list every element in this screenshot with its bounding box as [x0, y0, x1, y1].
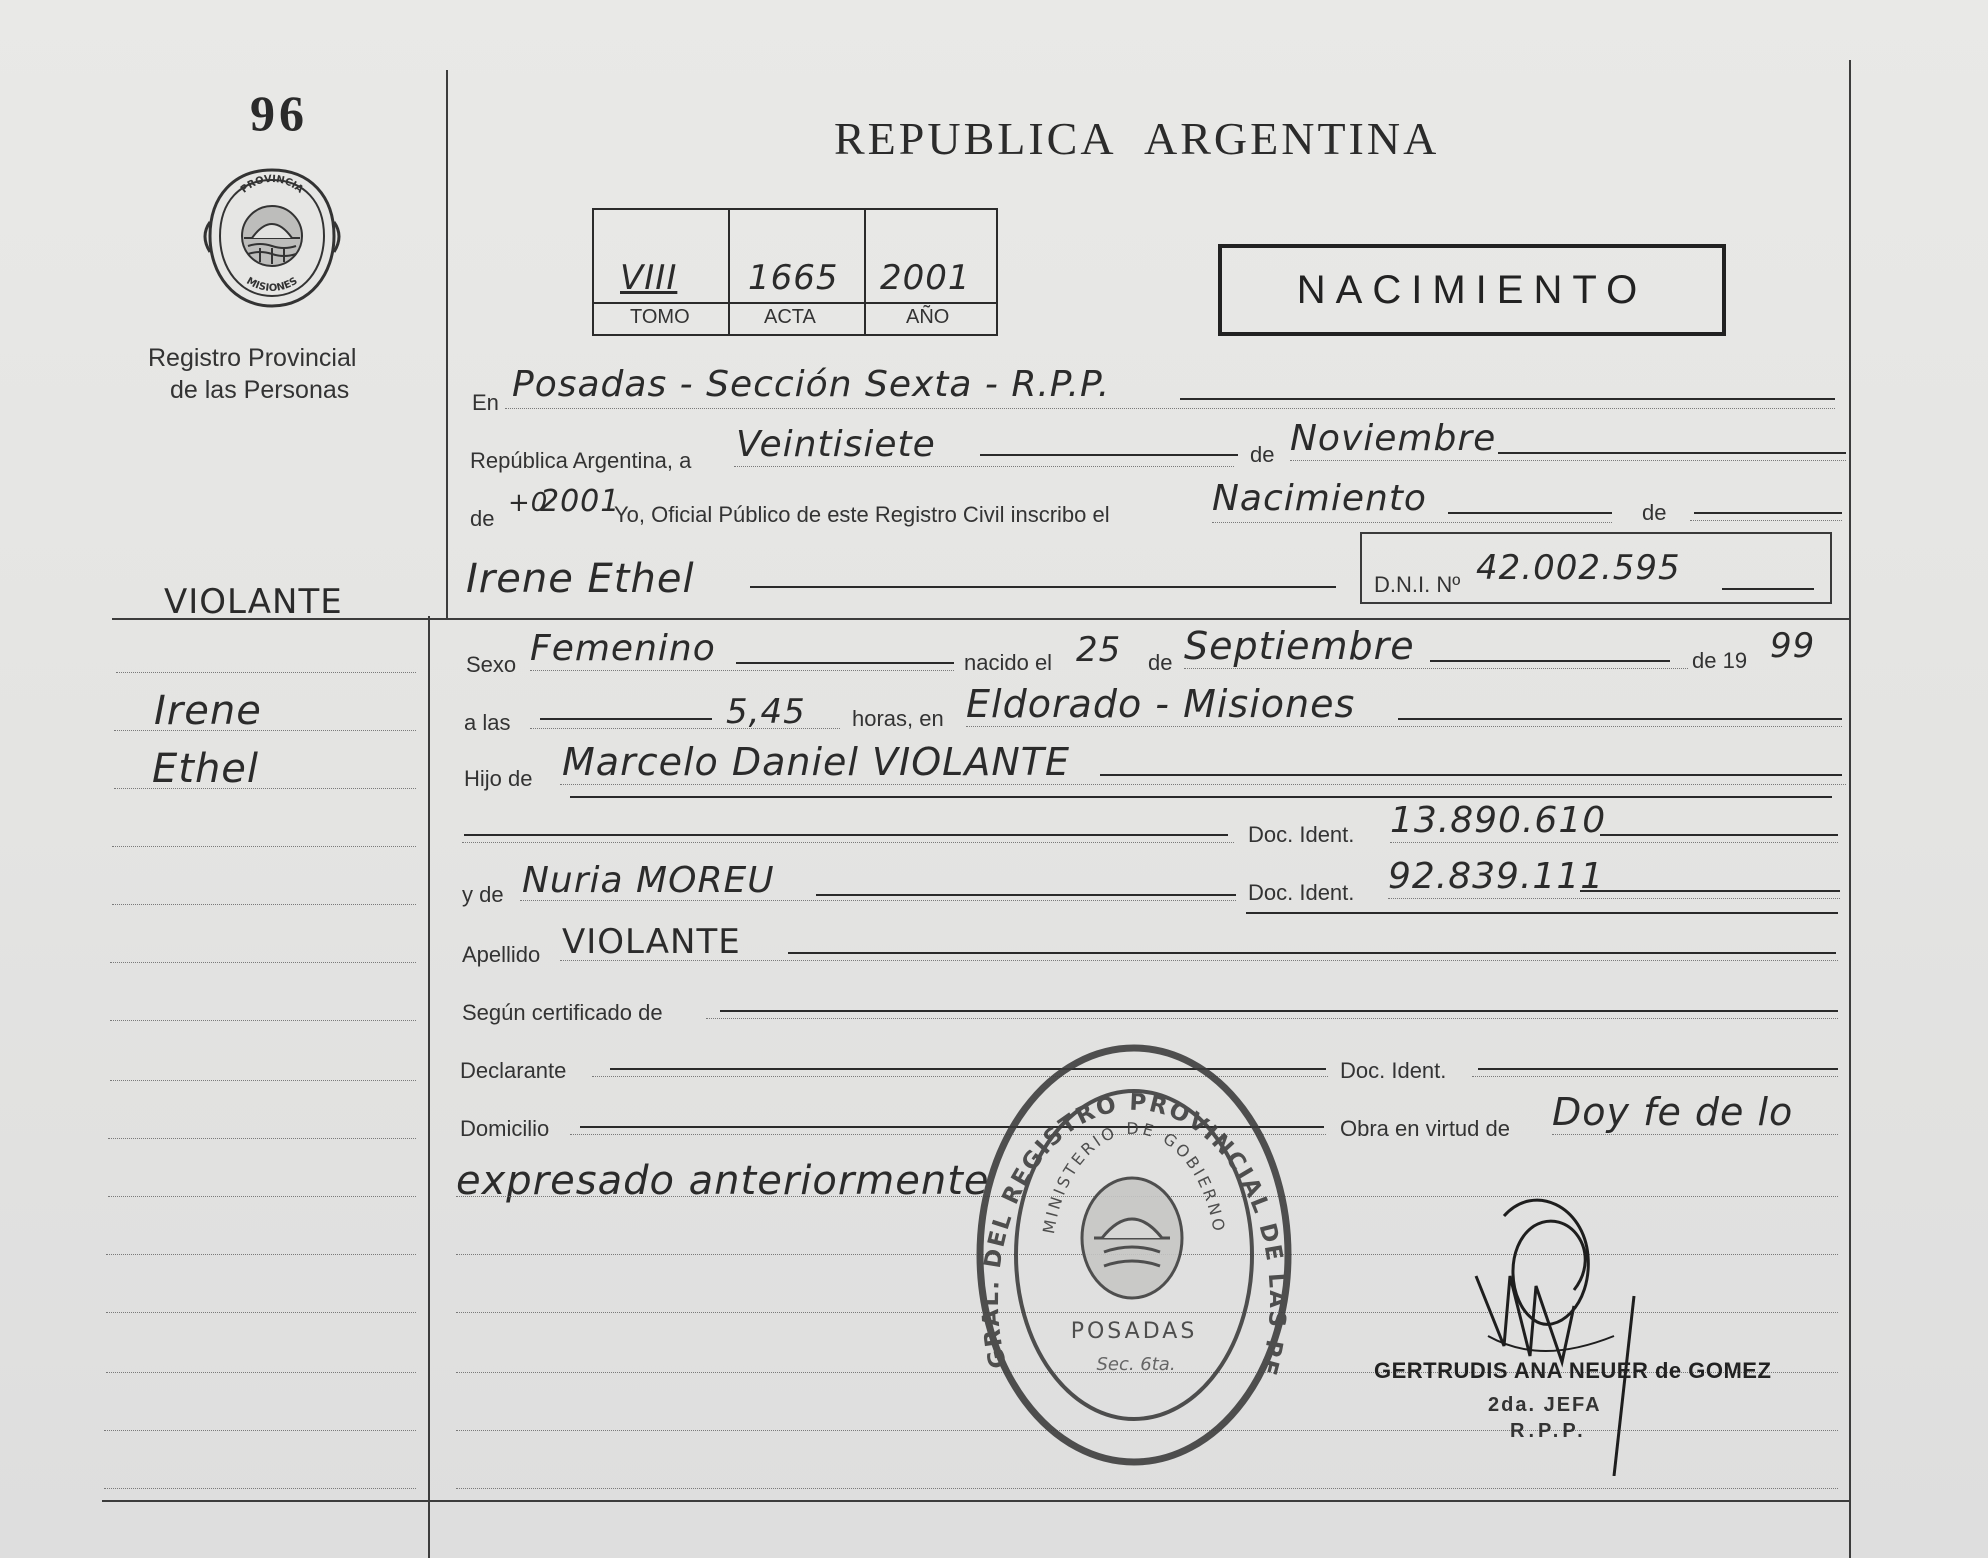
handwritten-mother: Nuria MOREU: [522, 860, 775, 901]
stamp-inner-text: MINISTERIO DE GOBIERNO: [1038, 1118, 1230, 1236]
handwritten-birth-day: 25: [1076, 630, 1122, 670]
margin-header-rule: [112, 618, 1850, 620]
official-stamp: [972, 1038, 1296, 1472]
tomo-label: TOMO: [630, 306, 690, 328]
stamp-city: POSADAS: [1070, 1319, 1198, 1344]
handwritten-dni: 42.002.595: [1476, 548, 1681, 588]
label-de-birth-month: de: [1148, 650, 1173, 675]
handwritten-hour: 5,45: [726, 692, 806, 732]
signatory-title: 2da. JEFA: [1488, 1394, 1602, 1416]
label-declarante: Declarante: [460, 1058, 567, 1083]
left-column-divider-lower: [428, 616, 430, 1558]
signatory-office: R.P.P.: [1510, 1420, 1587, 1442]
label-de-year: de: [470, 506, 495, 531]
tomo-value: VIII: [620, 258, 678, 298]
right-border: [1849, 60, 1851, 1558]
stamp-section: Sec. 6ta.: [1096, 1354, 1176, 1375]
handwritten-year: 2001: [540, 484, 621, 519]
handwritten-birth-month: Septiembre: [1184, 624, 1415, 668]
reference-box: [592, 208, 998, 336]
handwritten-father: Marcelo Daniel VIOLANTE: [562, 740, 1070, 784]
label-nacido-el: nacido el: [964, 650, 1053, 675]
seal-top-text: PROVINCIA: [238, 173, 306, 196]
label-dni: D.N.I. Nº: [1374, 572, 1461, 597]
handwritten-father-doc: 13.890.610: [1390, 800, 1607, 841]
label-de-19: de 19: [1692, 648, 1748, 673]
label-sexo: Sexo: [466, 652, 517, 677]
handwritten-birth-year: 99: [1770, 626, 1816, 666]
label-obra-en-virtud: Obra en virtud de: [1340, 1116, 1510, 1141]
handwritten-place: Posadas - Sección Sexta - R.P.P.: [512, 364, 1111, 405]
page-number: 96: [250, 85, 308, 141]
registry-name-line2: de las Personas: [170, 376, 350, 404]
handwritten-birth-place: Eldorado - Misiones: [966, 682, 1356, 726]
left-column-divider: [446, 70, 448, 620]
label-hijo-de: Hijo de: [464, 766, 533, 791]
handwritten-event: Nacimiento: [1212, 478, 1427, 519]
label-horas-en: horas, en: [852, 706, 944, 731]
country-title: REPUBLICA ARGENTINA: [834, 113, 1440, 164]
record-type-label: NACIMIENTO: [1296, 268, 1648, 312]
handwritten-basis-line1: Doy fe de lo: [1552, 1090, 1794, 1134]
label-y-de: y de: [462, 882, 504, 907]
handwritten-sex: Femenino: [530, 628, 716, 669]
handwritten-given-names: Irene Ethel: [466, 556, 695, 602]
label-de-after-event: de: [1642, 500, 1667, 525]
margin-surname: VIOLANTE: [164, 582, 343, 622]
label-apellido: Apellido: [462, 942, 541, 967]
label-domicilio: Domicilio: [460, 1116, 550, 1141]
stamp-outer-text: GRAL. DEL REGISTRO PROVINCIAL DE LAS PE: [977, 1089, 1291, 1380]
label-republica-a: República Argentina, a: [470, 448, 692, 473]
acta-value: 1665: [748, 258, 839, 298]
handwritten-basis-line2: expresado anteriormente: [456, 1158, 990, 1204]
handwritten-year-prefix: +0: [508, 488, 549, 518]
province-seal: [200, 162, 344, 314]
anio-value: 2001: [880, 258, 971, 298]
acta-label: ACTA: [764, 306, 816, 328]
margin-name-2: Ethel: [152, 746, 260, 792]
bottom-rule: [102, 1500, 1850, 1502]
label-a-las: a las: [464, 710, 511, 735]
label-doc-ident-mother: Doc. Ident.: [1248, 880, 1355, 905]
handwritten-day: Veintisiete: [736, 424, 936, 465]
margin-name-1: Irene: [154, 688, 262, 734]
handwritten-month: Noviembre: [1290, 418, 1497, 459]
signatory-name: GERTRUDIS ANA NEUER de GOMEZ: [1374, 1358, 1772, 1383]
label-yo-oficial: Yo, Oficial Público de este Registro Civil inscribo el: [614, 502, 1110, 527]
label-segun-certificado: Según certificado de: [462, 1000, 663, 1025]
handwritten-surname: VIOLANTE: [562, 922, 741, 962]
label-doc-ident-declarante: Doc. Ident.: [1340, 1058, 1447, 1083]
record-type-box: [1218, 244, 1726, 336]
registry-name-line1: Registro Provincial: [148, 344, 357, 372]
handwritten-mother-doc: 92.839.111: [1388, 856, 1605, 897]
anio-label: AÑO: [906, 306, 950, 328]
label-en: En: [472, 390, 499, 415]
label-de-month: de: [1250, 442, 1275, 467]
seal-bottom-text: MISIONES: [244, 275, 300, 294]
label-doc-ident-father: Doc. Ident.: [1248, 822, 1355, 847]
